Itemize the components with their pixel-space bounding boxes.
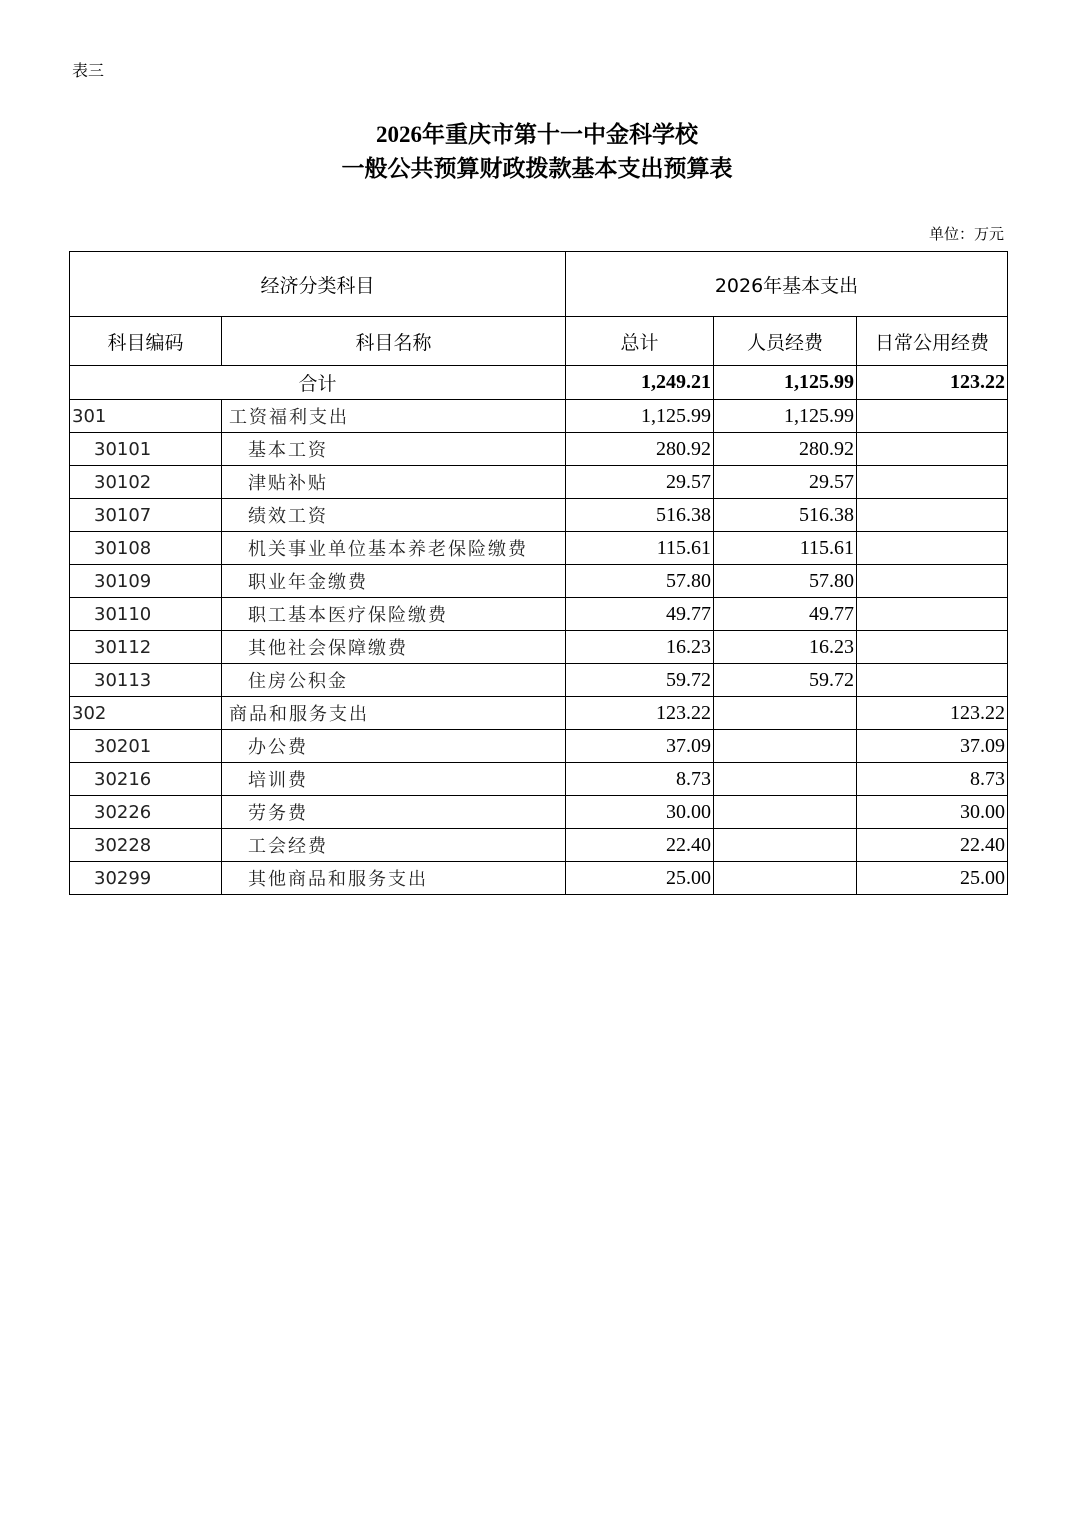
- row-personnel: [714, 796, 857, 829]
- row-name: 培训费: [222, 763, 566, 796]
- row-code: 301: [70, 400, 222, 433]
- row-personnel: [714, 763, 857, 796]
- row-total: 49.77: [566, 598, 714, 631]
- row-name: 机关事业单位基本养老保险缴费: [222, 532, 566, 565]
- row-name: 办公费: [222, 730, 566, 763]
- row-code: 30108: [70, 532, 222, 565]
- row-total: 57.80: [566, 565, 714, 598]
- table-row: [70, 499, 1008, 532]
- row-personnel: 16.23: [714, 631, 857, 664]
- row-public: [857, 664, 1008, 697]
- row-total: 115.61: [566, 532, 714, 565]
- row-name: 商品和服务支出: [222, 697, 566, 730]
- header-row-columns: [70, 317, 1008, 366]
- row-personnel: [714, 829, 857, 862]
- row-code: 30228: [70, 829, 222, 862]
- row-public: 25.00: [857, 862, 1008, 895]
- row-personnel: 516.38: [714, 499, 857, 532]
- table-row: [70, 697, 1008, 730]
- row-public: [857, 433, 1008, 466]
- row-total: 37.09: [566, 730, 714, 763]
- header-code: 科目编码: [70, 317, 222, 366]
- row-personnel: 57.80: [714, 565, 857, 598]
- row-personnel: [714, 862, 857, 895]
- row-code: 30112: [70, 631, 222, 664]
- row-total: 123.22: [566, 697, 714, 730]
- document-label: 表三: [72, 61, 105, 80]
- row-public: [857, 532, 1008, 565]
- row-total: 30.00: [566, 796, 714, 829]
- total-public: 123.22: [857, 366, 1008, 400]
- table-row: [70, 631, 1008, 664]
- row-personnel: [714, 697, 857, 730]
- row-name: 职工基本医疗保险缴费: [222, 598, 566, 631]
- header-personnel: 人员经费: [714, 317, 857, 366]
- budget-table: [69, 251, 1008, 895]
- row-public: 123.22: [857, 697, 1008, 730]
- row-name: 工资福利支出: [222, 400, 566, 433]
- page-title: 2026年重庆市第十一中金科学校: [376, 122, 698, 147]
- table-row: [70, 829, 1008, 862]
- table-row: [70, 664, 1008, 697]
- table-row: [70, 598, 1008, 631]
- row-name: 基本工资: [222, 433, 566, 466]
- row-code: 30110: [70, 598, 222, 631]
- row-public: [857, 400, 1008, 433]
- row-public: [857, 499, 1008, 532]
- total-row: [70, 366, 1008, 400]
- row-name: 职业年金缴费: [222, 565, 566, 598]
- row-total: 1,125.99: [566, 400, 714, 433]
- row-code: 30107: [70, 499, 222, 532]
- row-public: 8.73: [857, 763, 1008, 796]
- row-total: 516.38: [566, 499, 714, 532]
- row-total: 59.72: [566, 664, 714, 697]
- row-public: [857, 631, 1008, 664]
- header-public: 日常公用经费: [857, 317, 1008, 366]
- row-personnel: 115.61: [714, 532, 857, 565]
- total-label: 合计: [70, 366, 566, 400]
- row-total: 25.00: [566, 862, 714, 895]
- row-total: 8.73: [566, 763, 714, 796]
- page-subtitle: 一般公共预算财政拨款基本支出预算表: [341, 156, 733, 181]
- row-total: 16.23: [566, 631, 714, 664]
- total-total: 1,249.21: [566, 366, 714, 400]
- row-public: [857, 598, 1008, 631]
- table-row: [70, 532, 1008, 565]
- row-name: 其他商品和服务支出: [222, 862, 566, 895]
- row-code: 30109: [70, 565, 222, 598]
- header-economic-classification: 经济分类科目: [70, 252, 566, 317]
- table-row: [70, 730, 1008, 763]
- row-public: [857, 466, 1008, 499]
- row-code: 30226: [70, 796, 222, 829]
- row-public: 37.09: [857, 730, 1008, 763]
- row-total: 29.57: [566, 466, 714, 499]
- row-personnel: 29.57: [714, 466, 857, 499]
- row-public: [857, 565, 1008, 598]
- row-name: 劳务费: [222, 796, 566, 829]
- row-code: 302: [70, 697, 222, 730]
- row-code: 30299: [70, 862, 222, 895]
- header-total: 总计: [566, 317, 714, 366]
- row-personnel: 59.72: [714, 664, 857, 697]
- row-personnel: 49.77: [714, 598, 857, 631]
- row-name: 绩效工资: [222, 499, 566, 532]
- header-basic-expenditure: 2026年基本支出: [566, 252, 1008, 317]
- row-code: 30201: [70, 730, 222, 763]
- unit-label: 单位：万元: [928, 225, 1004, 243]
- row-personnel: [714, 730, 857, 763]
- header-name: 科目名称: [222, 317, 566, 366]
- table-row: [70, 466, 1008, 499]
- table-row: [70, 862, 1008, 895]
- row-code: 30216: [70, 763, 222, 796]
- row-public: 22.40: [857, 829, 1008, 862]
- table-row: [70, 796, 1008, 829]
- row-code: 30102: [70, 466, 222, 499]
- row-public: 30.00: [857, 796, 1008, 829]
- table-row: [70, 763, 1008, 796]
- table-row: [70, 400, 1008, 433]
- row-total: 22.40: [566, 829, 714, 862]
- row-name: 工会经费: [222, 829, 566, 862]
- row-personnel: 1,125.99: [714, 400, 857, 433]
- row-personnel: 280.92: [714, 433, 857, 466]
- row-total: 280.92: [566, 433, 714, 466]
- header-row-group: [70, 252, 1008, 317]
- table-row: [70, 433, 1008, 466]
- row-code: 30101: [70, 433, 222, 466]
- row-name: 其他社会保障缴费: [222, 631, 566, 664]
- total-personnel: 1,125.99: [714, 366, 857, 400]
- table-row: [70, 565, 1008, 598]
- row-code: 30113: [70, 664, 222, 697]
- row-name: 住房公积金: [222, 664, 566, 697]
- row-name: 津贴补贴: [222, 466, 566, 499]
